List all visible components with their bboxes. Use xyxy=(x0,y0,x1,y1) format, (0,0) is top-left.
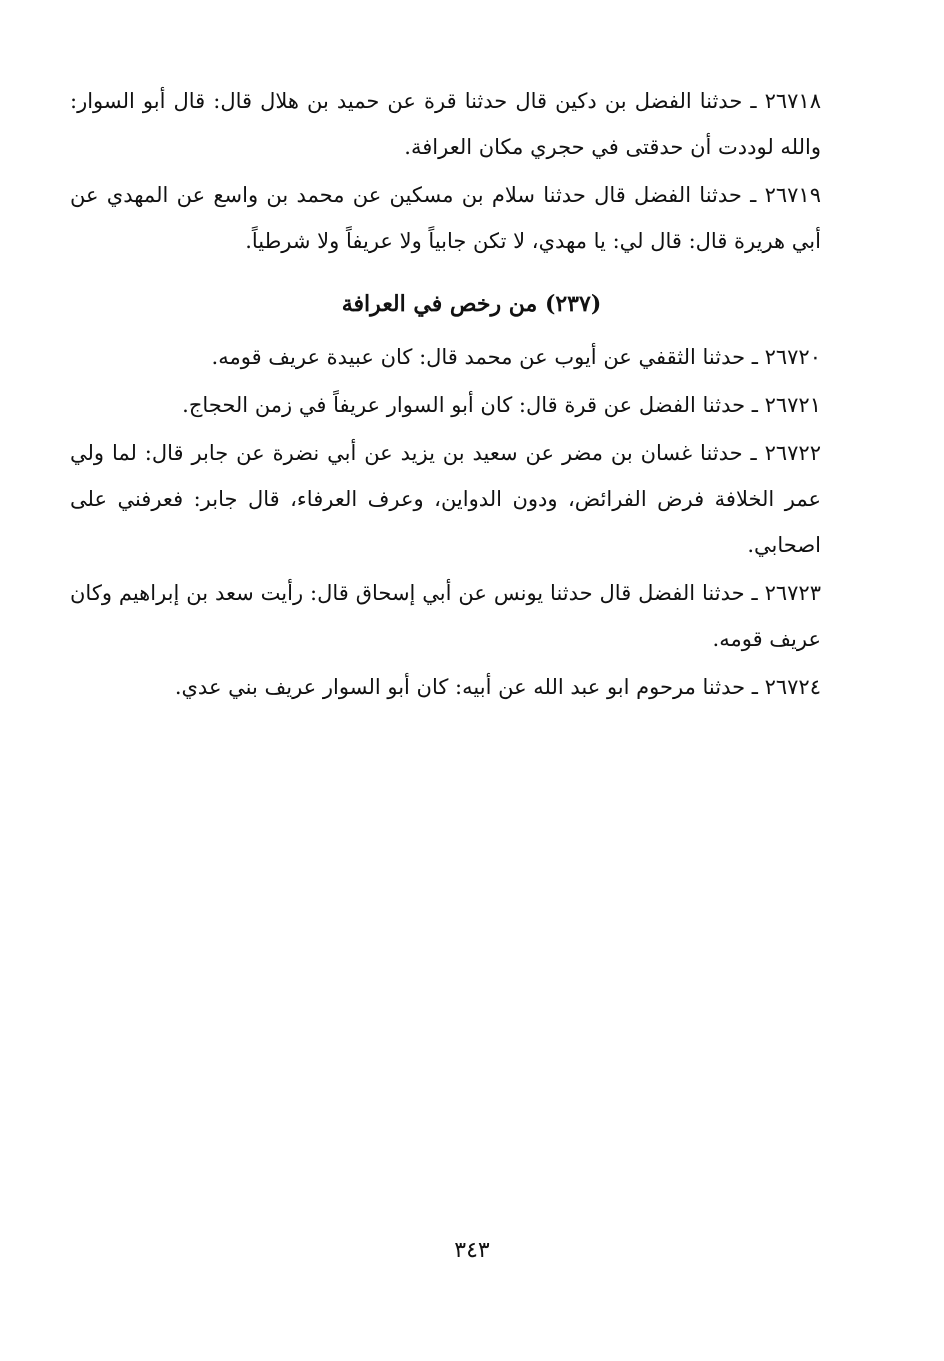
hadith-26719: ٢٦٧١٩ ـ حدثنا الفضل قال حدثنا سلام بن مسكين عن محمد بن واسع عن المهدي عن أبي هريرة قال: قال لي: يا مهدي، لا تكن جابياً ولا عريفاً ولا شرطياً. xyxy=(70,183,821,253)
hadith-26723: ٢٦٧٢٣ ـ حدثنا الفضل قال حدثنا يونس عن أبي إسحاق قال: رأيت سعد بن إبراهيم وكان عريف قومه. xyxy=(70,581,821,651)
section-title: (٢٣٧) من رخص في العرافة xyxy=(341,291,602,317)
hadith-26718: ٢٦٧١٨ ـ حدثنا الفضل بن دكين قال حدثنا قرة عن حميد بن هلال قال: قال أبو السوار: والله لوددت أن حدقتى في حجري مكان العرافة. xyxy=(70,89,821,159)
hadith-26722: ٢٦٧٢٢ ـ حدثنا غسان بن مضر عن سعيد بن يزيد عن أبي نضرة عن جابر قال: لما ولي عمر الخلافة فرض الفرائض، ودون الدواين، وعرف العرفاء، قال جابر: فعرفني على اصحابي. xyxy=(70,441,821,557)
page-body xyxy=(70,78,873,712)
hadith-26721: ٢٦٧٢١ ـ حدثنا الفضل عن قرة قال: كان أبو السوار عريفاً في زمن الحجاج. xyxy=(182,393,821,417)
hadith-26724: ٢٦٧٢٤ ـ حدثنا مرحوم ابو عبد الله عن أبيه: كان أبو السوار عريف بني عدي. xyxy=(174,675,821,699)
hadith-26720: ٢٦٧٢٠ ـ حدثنا الثقفي عن أيوب عن محمد قال: كان عبيدة عريف قومه. xyxy=(211,345,821,369)
page-number: ٣٤٣ xyxy=(454,1238,490,1263)
